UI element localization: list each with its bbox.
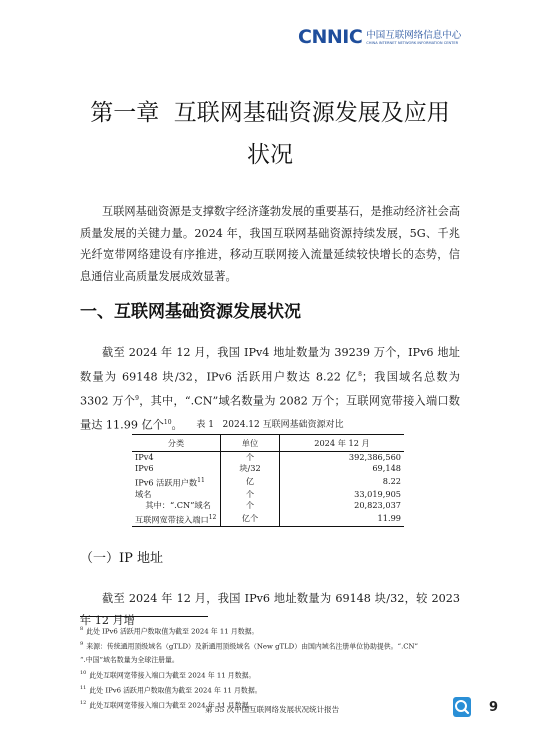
footnote-number: 12 — [80, 700, 87, 707]
chapter-title-line2: 状况 — [247, 142, 293, 168]
footnote-text: “.中国”域名数量为全球注册量。 — [80, 655, 179, 664]
footnotes — [80, 623, 465, 712]
header-value: 2024 年 12 月 — [280, 435, 405, 452]
footnote-ref-12: 12 — [208, 513, 217, 521]
section-heading: 一、互联网基础资源发展状况 — [80, 302, 301, 322]
footnote-text: 此处 IPv6 活跃用户数取值为截至 2024 年 11 月数据。 — [86, 627, 259, 636]
table-caption: 表 1 2024.12 互联网基础资源对比 — [196, 420, 344, 430]
table-row — [132, 500, 404, 511]
footnote-item — [80, 623, 465, 638]
cell-category: IPv6 — [135, 463, 154, 474]
cell-value: 392,386,560 — [280, 452, 405, 464]
footnote-number: 10 — [80, 669, 87, 676]
footnote-text: 此处互联网宽带接入端口为截至 2024 年 11 月数据。 — [89, 670, 256, 679]
footnote-item — [80, 682, 465, 697]
logo-english-name: CHINA INTERNET NETWORK INFORMATION CENTER — [366, 40, 459, 45]
cell-value: 11.99 — [280, 512, 405, 527]
footnote-text: 此处互联网宽带接入端口为截至 2024 年 11 月数据。 — [89, 701, 256, 710]
table-row — [132, 489, 404, 500]
table-row — [132, 512, 404, 527]
cell-unit: 亿 — [221, 475, 280, 489]
cell-unit: 个 — [221, 500, 280, 511]
subsection-heading: （一）IP 地址 — [80, 551, 164, 566]
cell-unit: 个 — [221, 452, 280, 464]
footnote-ref-10: 10 — [163, 418, 172, 426]
cell-value: 33,019,905 — [280, 489, 405, 500]
cell-value: 69,148 — [280, 463, 405, 474]
table-row — [132, 463, 404, 474]
footnote-number: 11 — [80, 684, 87, 691]
footnote-ref-9: 9 — [135, 394, 139, 402]
footnote-number: 9 — [80, 641, 84, 648]
cell-category: 域名 — [135, 488, 152, 499]
footnote-number: 8 — [80, 626, 84, 632]
footnote-item — [80, 667, 465, 682]
logo-mark: CNNIC — [298, 26, 363, 48]
cell-category-text: IPv6 活跃用户数 — [135, 477, 198, 488]
section-paragraph-part4: 。 — [171, 418, 183, 432]
table-row — [132, 452, 404, 464]
cell-value: 8.22 — [280, 475, 405, 489]
cell-value: 20,823,037 — [280, 500, 405, 511]
footer-report-title: 第 55 次中国互联网络发展状况统计报告 — [204, 705, 340, 714]
table-header-row — [132, 435, 404, 452]
chapter-title-line1: 第一章 互联网基础资源发展及应用 — [90, 100, 450, 126]
section-paragraph-part2: ；我国域名总数为 3302 万个 — [80, 370, 460, 408]
logo-chinese-name: 中国互联网络信息中心 — [366, 29, 462, 41]
subsection-paragraph: 截至 2024 年 12 月，我国 IPv6 地址数量为 69148 块/32，较 2023 年 12 月增 — [80, 592, 460, 627]
section-paragraph-part3: ，其中，“.CN”域名数量为 2082 万个；互联网宽带接入端口数量达 11.99 亿个 — [80, 394, 460, 432]
footnote-ref-8: 8 — [358, 370, 362, 378]
cell-unit: 亿个 — [221, 512, 280, 527]
footnote-text: 来源：传统通用顶级域名（gTLD）及新通用顶级域名（New gTLD）由国内域名注册单位协助提供。“.CN” — [86, 642, 419, 651]
cell-category: 其中：“.CN”域名 — [135, 500, 211, 511]
footnote-divider — [80, 616, 208, 617]
cnnic-logo — [298, 28, 461, 47]
cell-unit: 个 — [221, 489, 280, 500]
table-row — [132, 475, 404, 489]
page-number: 9 — [489, 700, 499, 715]
cell-category: IPv4 — [135, 452, 154, 462]
chapter-title — [60, 92, 480, 176]
cell-category-text: 互联网宽带接入端口 — [135, 514, 209, 525]
intro-paragraph: 互联网基础资源是支撑数字经济蓬勃发展的重要基石，是推动经济社会高质量发展的关键力量。2024 年，我国互联网基础资源持续发展，5G、千兆光纤宽带网络建设有序推进，移动互联网接入流量延续较快增长的态势，信息通信业高质量发展成效显著。 — [80, 205, 461, 283]
resource-table — [132, 434, 404, 527]
footnote-item — [80, 638, 465, 653]
footnote-text: 此处 IPv6 活跃用户数取值为截至 2024 年 11 月数据。 — [89, 686, 262, 695]
section-paragraph-part1: 截至 2024 年 12 月，我国 IPv4 地址数量为 39239 万个，IPv6 地址数量为 69148 块/32，IPv6 活跃用户数达 8.22 亿 — [80, 346, 460, 384]
footnote-ref-11: 11 — [197, 476, 205, 484]
cell-category — [132, 475, 221, 489]
footnote-item — [80, 654, 465, 667]
header-unit: 单位 — [221, 435, 280, 452]
cell-category — [132, 512, 221, 527]
magnifier-icon — [452, 696, 472, 718]
header-category: 分类 — [132, 435, 221, 452]
cell-unit: 块/32 — [221, 463, 280, 474]
